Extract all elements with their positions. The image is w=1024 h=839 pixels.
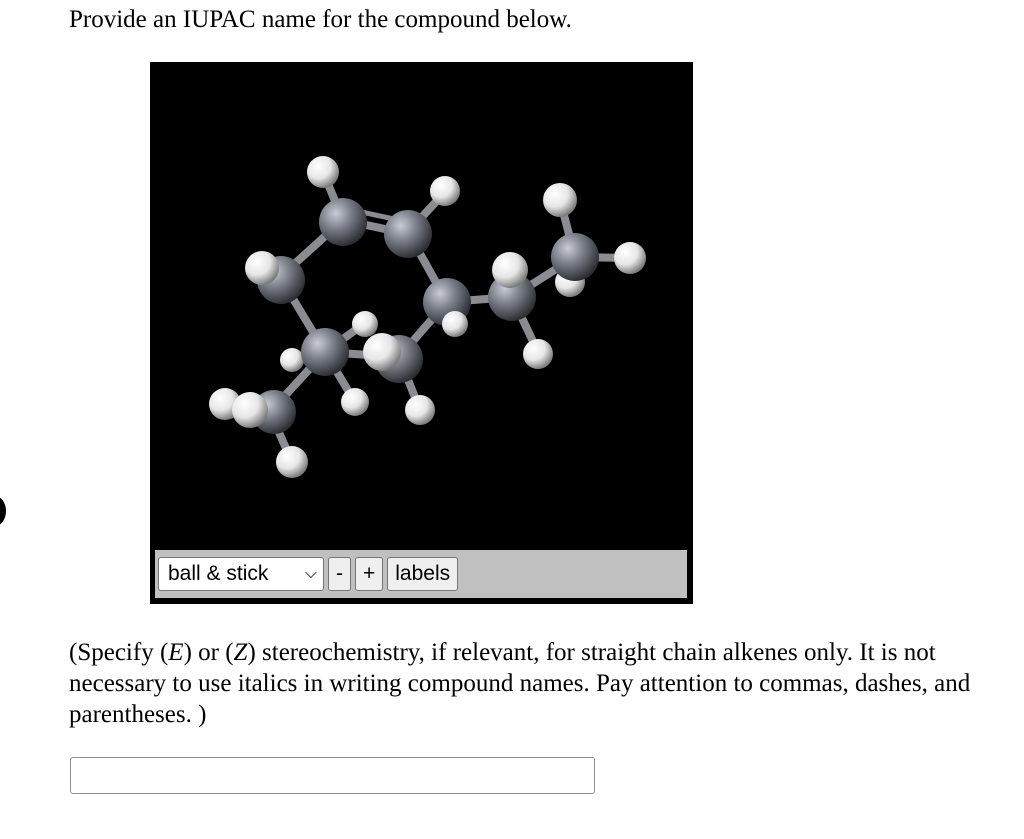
chevron-down-icon: ⌵ xyxy=(304,565,317,582)
instructions-text xyxy=(69,637,1014,730)
answer-input[interactable] xyxy=(70,757,595,794)
render-mode-select[interactable] xyxy=(158,557,324,591)
instructions-italic-z: Z xyxy=(233,639,248,666)
viewer-controls xyxy=(155,550,687,598)
instructions-part: ) stereochemistry, if relevant, for straight chain alkenes only. It is not necessary to use italics in writing compound names. Pay attention to commas, dashes, and parentheses. ) xyxy=(69,639,971,728)
zoom-out-button[interactable]: - xyxy=(328,557,351,591)
molecule-3d-model[interactable] xyxy=(150,62,693,548)
instructions-part: ) or ( xyxy=(183,639,234,666)
molecule-viewer[interactable] xyxy=(150,62,693,604)
labels-button[interactable]: labels xyxy=(387,557,458,591)
atoms xyxy=(209,156,646,478)
instructions-part: (Specify ( xyxy=(69,639,169,666)
molecule-canvas[interactable] xyxy=(150,62,693,548)
edge-circle-fragment xyxy=(0,496,6,526)
instructions-italic-e: E xyxy=(168,639,184,666)
zoom-in-button[interactable]: + xyxy=(355,557,383,591)
question-prompt: Provide an IUPAC name for the compound below. xyxy=(69,6,572,33)
render-mode-value: ball & stick xyxy=(168,562,269,585)
